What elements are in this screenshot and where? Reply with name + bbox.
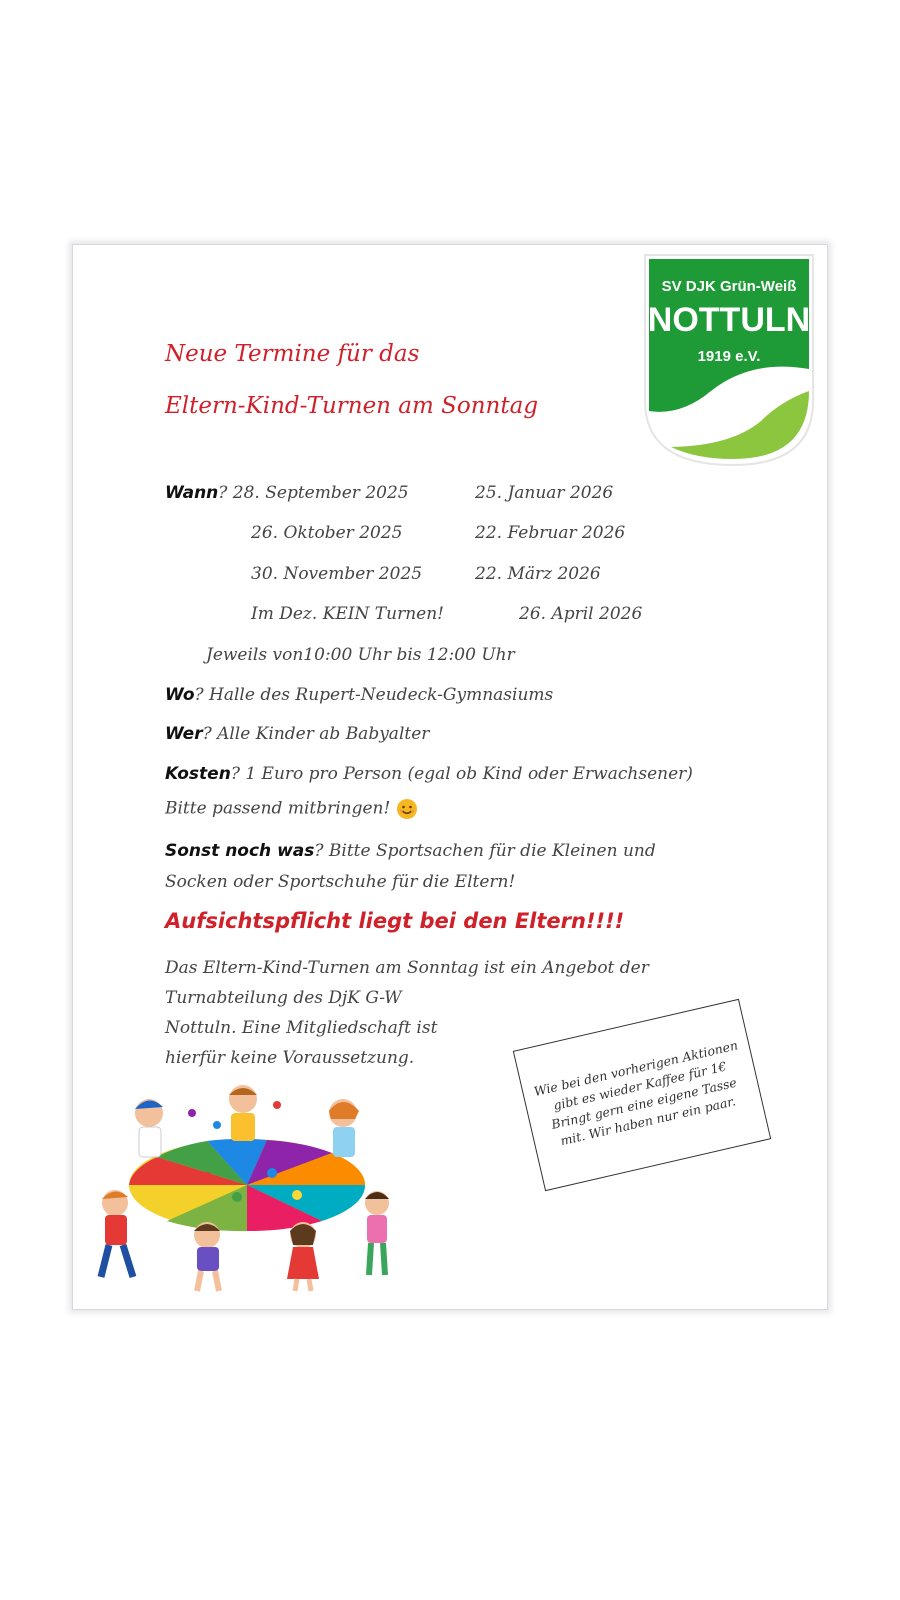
children-parachute-illustration — [97, 1085, 397, 1295]
cost-label: Kosten — [165, 764, 231, 784]
when-label: Wann — [165, 483, 219, 503]
cost-row — [165, 764, 693, 784]
offer-line-1: Das Eltern-Kind-Turnen am Sonntag ist ein Angebot der — [165, 958, 649, 978]
cost-row-2 — [165, 798, 418, 820]
who-label: Wer — [165, 724, 203, 744]
time-info: Jeweils von10:00 Uhr bis 12:00 Uhr — [206, 645, 515, 665]
child-figure-6 — [287, 1222, 319, 1291]
other-text: ? Bitte Sportsachen für die Kleinen und — [314, 841, 656, 861]
child-figure-5 — [194, 1222, 220, 1291]
other-row — [165, 841, 656, 861]
date-right-1: 25. Januar 2026 — [475, 483, 614, 503]
smiley-icon — [396, 798, 418, 820]
title-line-1: Neue Termine für das — [165, 341, 420, 367]
other-label: Sonst noch was — [165, 841, 315, 861]
offer-line-2: Turnabteilung des DjK G-W — [165, 988, 402, 1008]
where-row — [165, 685, 553, 705]
cost-text-2: Bitte passend mitbringen! — [165, 798, 391, 819]
child-figure-4 — [101, 1190, 133, 1277]
date-right-4: 26. April 2026 — [519, 604, 643, 624]
supervision-warning: Aufsichtspflicht liegt bei den Eltern!!!! — [165, 909, 625, 933]
coffee-note: Wie bei den vorherigen Aktionen gibt es wieder Kaffee für 1€ Bringt gern eine eigene Tasse mit. Wir haben nur ein paar. — [513, 999, 771, 1191]
other-text-2: Socken oder Sportschuhe für die Eltern! — [165, 872, 516, 892]
who-text: ? Alle Kinder ab Babyalter — [202, 724, 430, 744]
who-row — [165, 724, 429, 744]
logo-year: 1919 e.V. — [697, 348, 761, 365]
child-figure-7 — [365, 1191, 389, 1275]
offer-line-4: hierfür keine Voraussetzung. — [165, 1048, 415, 1068]
child-figure-1 — [135, 1099, 163, 1157]
flyer-page — [72, 244, 828, 1310]
when-row — [165, 483, 409, 503]
when-first-date: ? 28. September 2025 — [218, 483, 409, 503]
club-logo — [641, 251, 817, 469]
date-left-1: 26. Oktober 2025 — [251, 523, 403, 543]
child-figure-3 — [329, 1099, 359, 1157]
date-right-3: 22. März 2026 — [475, 564, 601, 584]
logo-club: SV DJK Grün-Weiß — [661, 278, 797, 295]
date-left-3: Im Dez. KEIN Turnen! — [251, 604, 445, 624]
date-right-2: 22. Februar 2026 — [475, 523, 626, 543]
date-left-2: 30. November 2025 — [251, 564, 423, 584]
where-text: ? Halle des Rupert-Neudeck-Gymnasiums — [194, 685, 554, 705]
title-line-2: Eltern-Kind-Turnen am Sonntag — [165, 393, 539, 419]
cost-text: ? 1 Euro pro Person (egal ob Kind oder Erwachsener) — [230, 764, 693, 784]
where-label: Wo — [165, 685, 195, 705]
offer-line-3: Nottuln. Eine Mitgliedschaft ist — [165, 1018, 438, 1038]
child-figure-2 — [229, 1085, 257, 1141]
logo-town: NOTTULN — [647, 301, 811, 339]
